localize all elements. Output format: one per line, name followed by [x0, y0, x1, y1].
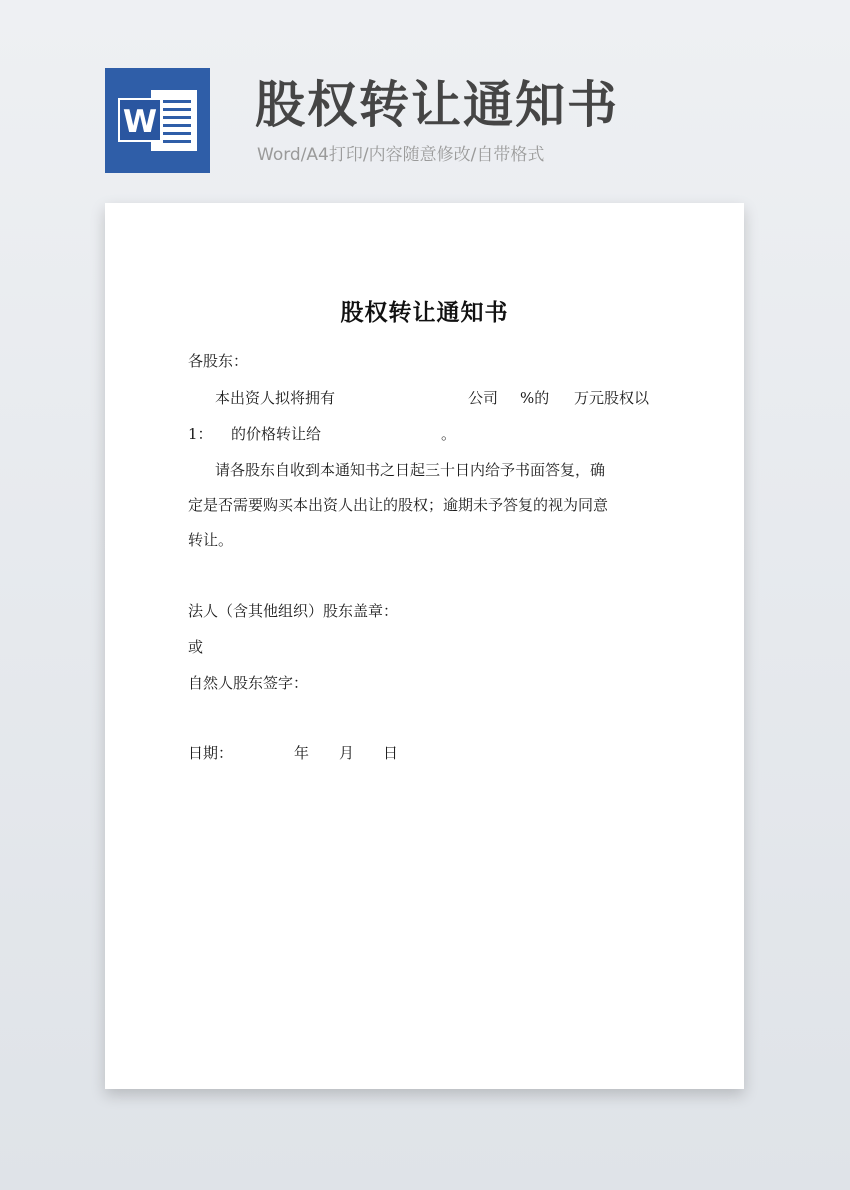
para1-line1-part4: 万元股权以 — [574, 389, 650, 407]
date-month: 月 — [339, 744, 355, 762]
date-label: 日期： — [188, 744, 234, 762]
date-year: 年 — [294, 744, 310, 762]
word-logo-icon — [105, 68, 210, 173]
para2-line2: 定是否需要购买本出资人出让的股权；逾期未予答复的视为同意 — [188, 496, 609, 514]
or-label: 或 — [188, 638, 204, 656]
date-day: 日 — [383, 744, 399, 762]
para1-line2-part2: 的价格转让给 — [231, 425, 322, 443]
word-letter-badge: W — [118, 98, 162, 142]
document-page — [105, 203, 744, 1089]
para2-line1: 请各股东自收到本通知书之日起三十日内给予书面答复，确 — [215, 461, 606, 479]
para1-line2-part3: 。 — [441, 425, 457, 443]
para2-line3: 转让。 — [188, 531, 234, 549]
para1-line1-part2: 公司 — [468, 389, 499, 407]
para1-line1-part3: %的 — [520, 389, 550, 407]
salutation: 各股东： — [188, 352, 249, 370]
para1-line2-part1: 1： — [188, 425, 213, 443]
para1-line1-part1: 本出资人拟将拥有 — [215, 389, 336, 407]
header-subtitle: Word/A4打印/内容随意修改/自带格式 — [257, 145, 545, 165]
document-title: 股权转让通知书 — [340, 299, 509, 326]
natural-person-signature-label: 自然人股东签字： — [188, 674, 309, 692]
header-title: 股权转让通知书 — [255, 76, 619, 134]
legal-person-seal-label: 法人（含其他组织）股东盖章： — [188, 602, 399, 620]
